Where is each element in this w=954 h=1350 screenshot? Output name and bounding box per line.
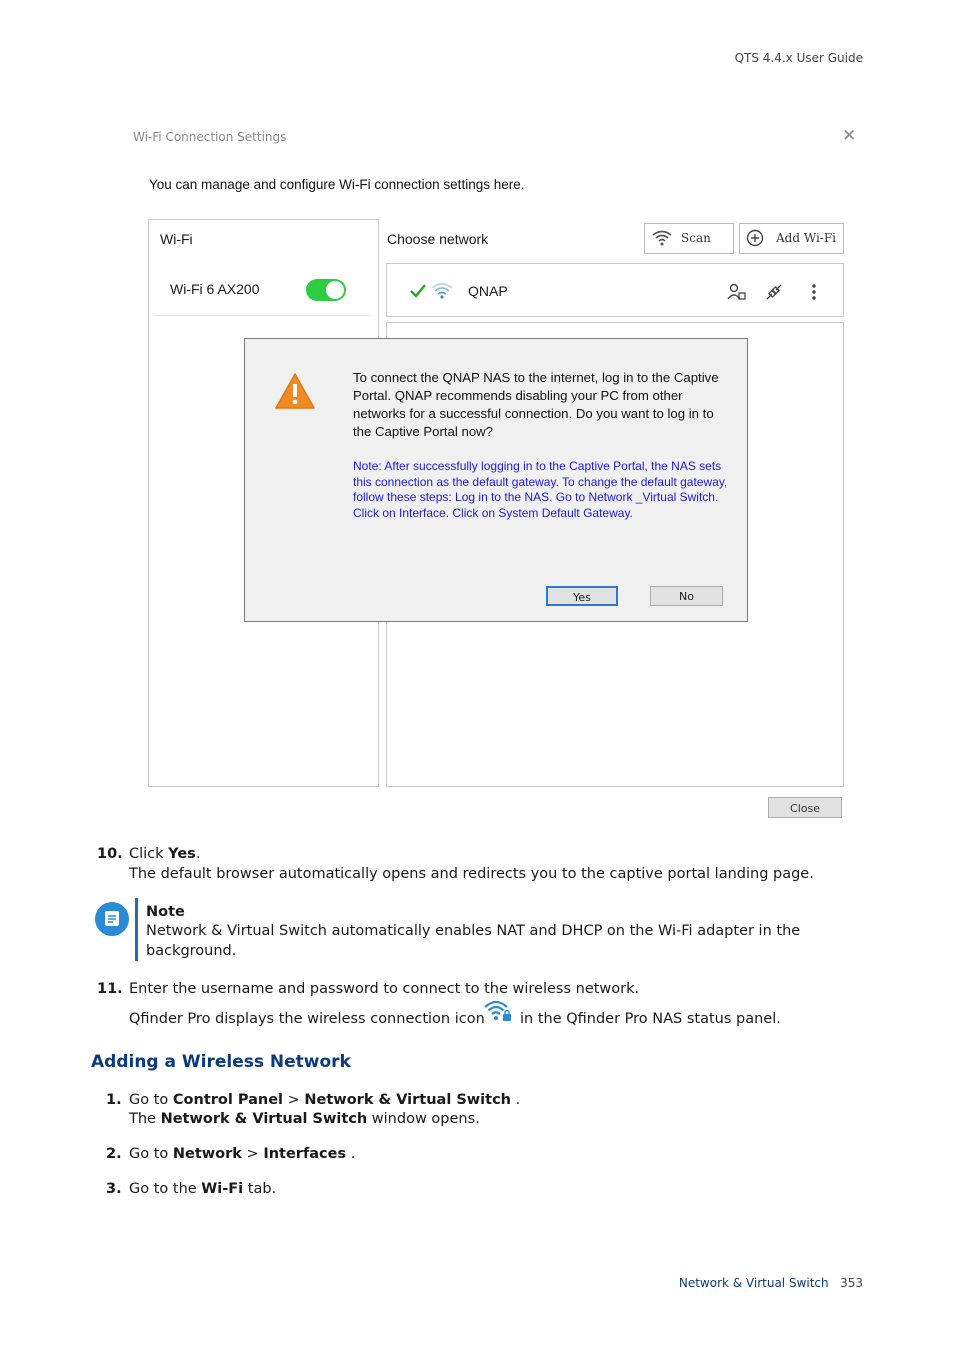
add-circle-icon <box>746 229 764 247</box>
adapter-name: Wi-Fi 6 AX200 <box>170 281 260 297</box>
user-lock-icon[interactable] <box>727 283 747 301</box>
step-number: 3. <box>106 1181 122 1197</box>
wifi-scan-icon <box>652 230 672 246</box>
step-number: 1. <box>106 1092 122 1108</box>
step-text: Go to Network > Interfaces . <box>129 1146 356 1162</box>
wifi-panel-title: Wi-Fi <box>160 231 193 247</box>
step-text: Go to the Wi-Fi tab. <box>129 1181 277 1197</box>
disconnect-icon[interactable] <box>764 282 784 302</box>
step-detail: The Network & Virtual Switch window opens. <box>129 1111 480 1127</box>
note-text: Network & Virtual Switch automatically enables NAT and DHCP on the Wi-Fi adapter in the background. <box>146 923 801 959</box>
yes-button[interactable]: Yes <box>546 586 618 606</box>
guide-title: QTS 4.4.x User Guide <box>734 51 863 65</box>
note-icon <box>95 902 129 936</box>
connected-check-icon <box>409 283 427 299</box>
network-name: QNAP <box>468 283 508 299</box>
step-text: Enter the username and password to connect to the wireless network. <box>129 981 640 997</box>
page-number: 353 <box>840 1276 863 1290</box>
section-heading: Adding a Wireless Network <box>91 1052 351 1072</box>
step-text: Click Yes. <box>129 846 201 862</box>
dialog-note: Note: After successfully logging in to the Captive Portal, the NAS sets this connection as the default gateway. To change the default gateway, follow these steps: Log in to the NAS. Go to Network _Virtual Switch. Click on Interface. Click on System Default Gateway. <box>353 459 728 520</box>
intro-text: You can manage and configure Wi-Fi connection settings here. <box>149 177 525 192</box>
scan-label: Scan <box>681 231 711 245</box>
scan-button[interactable] <box>644 223 734 254</box>
step-number: 10. <box>97 846 123 862</box>
wifi-lock-icon <box>483 999 513 1023</box>
close-icon[interactable]: ✕ <box>842 126 857 146</box>
close-button[interactable]: Close <box>768 797 842 818</box>
window-title: Wi-Fi Connection Settings <box>133 130 287 144</box>
step-number: 2. <box>106 1146 122 1162</box>
add-wifi-button[interactable] <box>739 223 844 254</box>
step-detail-end: in the Qfinder Pro NAS status panel. <box>520 1011 781 1027</box>
more-options-icon[interactable] <box>810 283 818 301</box>
step-number: 11. <box>97 981 123 997</box>
note-accent-bar <box>135 898 138 961</box>
no-button[interactable]: No <box>650 586 723 606</box>
choose-network-title: Choose network <box>387 231 489 247</box>
step-detail: Qfinder Pro displays the wireless connection icon <box>129 1011 485 1027</box>
footer-section: Network & Virtual Switch <box>678 1276 829 1290</box>
add-wifi-label: Add Wi-Fi <box>776 231 837 245</box>
wifi-signal-icon <box>431 282 453 299</box>
page-footer <box>679 1276 863 1290</box>
adapter-toggle[interactable] <box>306 279 346 301</box>
note-title: Note <box>146 904 185 920</box>
dialog-message: To connect the QNAP NAS to the internet, log in to the Captive Portal. QNAP recommends disabling your PC from other networks for a successful connection. Do you want to log in to the Captive Portal now? <box>353 370 719 439</box>
step-text: Go to Control Panel > Network & Virtual Switch . <box>129 1092 521 1108</box>
step-detail: The default browser automatically opens and redirects you to the captive portal landing page. <box>129 866 814 882</box>
warning-icon <box>274 372 316 410</box>
